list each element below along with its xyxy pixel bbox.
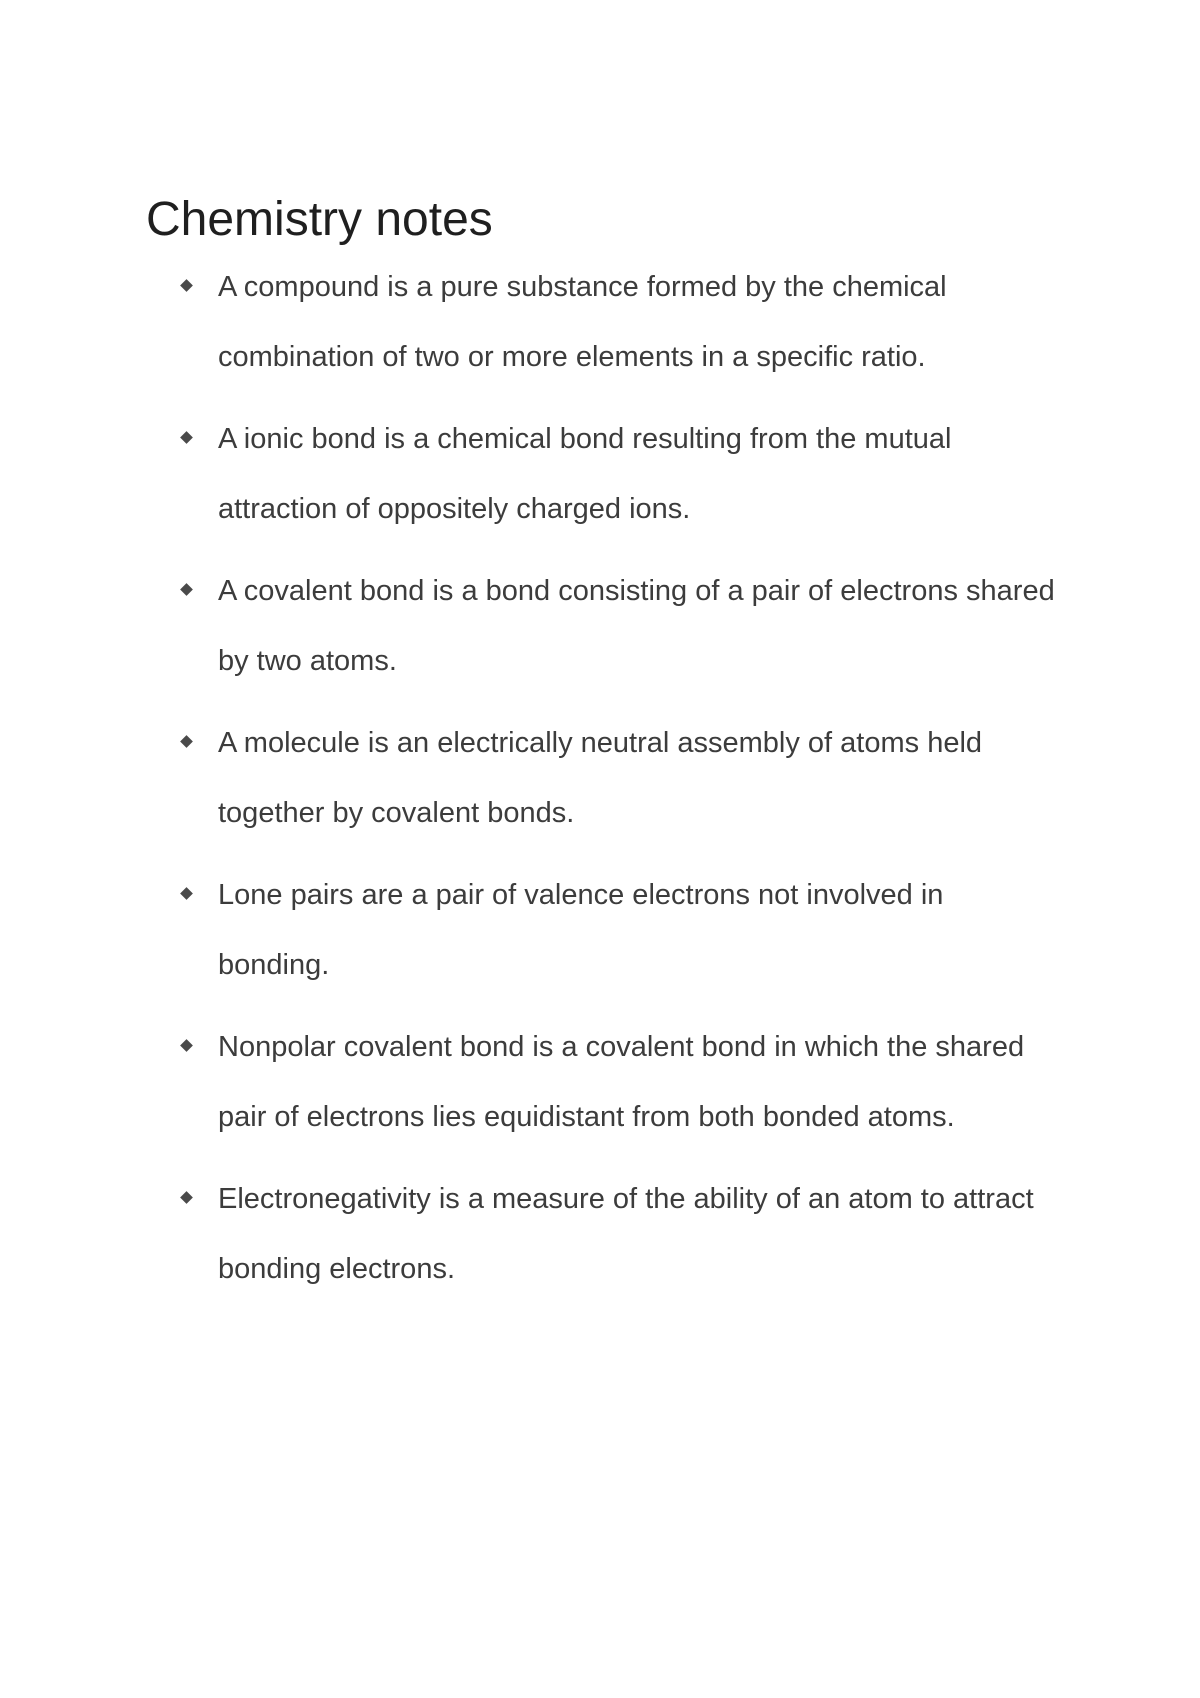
bullet-icon (180, 1191, 193, 1204)
note-text: A compound is a pure substance formed by the chemical combination of two or more elements in a specific ratio. (218, 271, 947, 373)
note-text: A ionic bond is a chemical bond resulting from the mutual attraction of oppositely charged ions. (218, 423, 952, 525)
page-title: Chemistry notes (146, 193, 493, 246)
note-text: Lone pairs are a pair of valence electrons not involved in bonding. (218, 879, 944, 981)
bullet-icon (180, 735, 193, 748)
notes-list (0, 252, 1200, 1316)
list-item (0, 708, 1058, 848)
list-item (0, 1164, 1058, 1304)
bullet-icon (180, 887, 193, 900)
bullet-icon (180, 583, 193, 596)
list-item (0, 252, 1058, 392)
list-item (0, 556, 1058, 696)
bullet-icon (180, 1039, 193, 1052)
bullet-icon (180, 431, 193, 444)
list-item (0, 404, 1058, 544)
note-text: A covalent bond is a bond consisting of a pair of electrons shared by two atoms. (218, 575, 1055, 677)
list-item (0, 1012, 1058, 1152)
bullet-icon (180, 279, 193, 292)
list-item (0, 860, 1058, 1000)
note-text: Electronegativity is a measure of the ability of an atom to attract bonding electrons. (218, 1183, 1034, 1285)
note-text: A molecule is an electrically neutral assembly of atoms held together by covalent bonds. (218, 727, 983, 829)
note-text: Nonpolar covalent bond is a covalent bond in which the shared pair of electrons lies equidistant from both bonded atoms. (218, 1031, 1025, 1133)
